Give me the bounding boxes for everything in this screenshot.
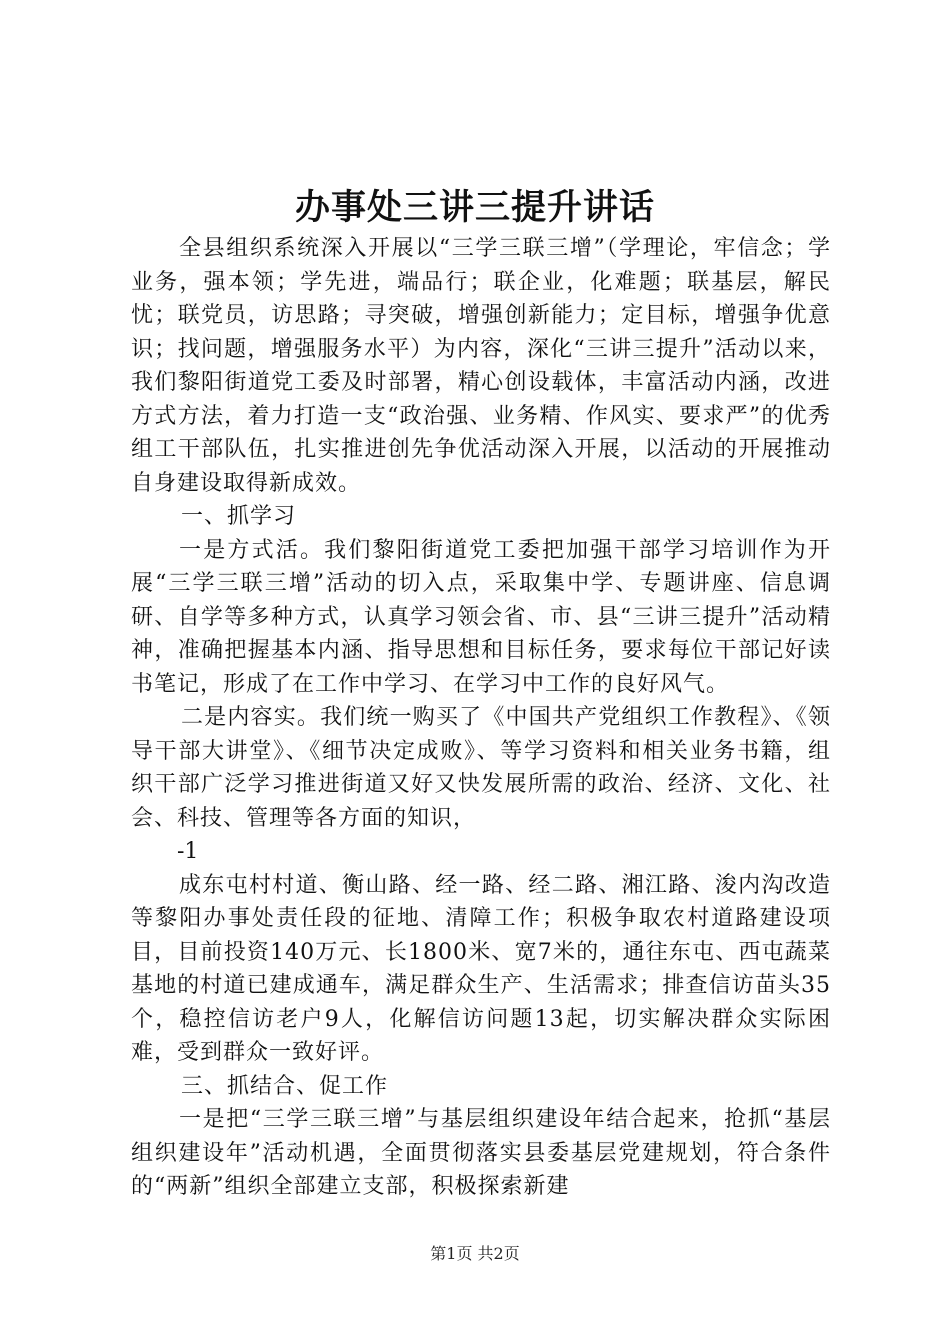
paragraph-content: 二是内容实。我们统一购买了《中国共产党组织工作教程》、《领导干部大讲堂》、《细节决定成败》、等学习资料和相关业务书籍，组织干部广泛学习推进街道又好又快发展所需的政治、经济、文化、社会、科技、管理等各方面的知识， <box>131 705 831 831</box>
section-heading-study: 一、抓学习 <box>181 504 297 529</box>
document-body <box>131 232 831 1204</box>
paragraph-combine-first: 一是把“三学三联三增”与基层组织建设年结合起来，抢抓“基层组织建设年”活动机遇，全面贯彻落实县委基层党建规划，符合条件的“两新”组织全部建立支部，积极探索新建 <box>131 1107 831 1199</box>
page-footer: 第1页 共2页 <box>430 1244 520 1263</box>
document-title: 办事处三讲三提升讲话 <box>294 187 655 228</box>
paragraph-method: 一是方式活。我们黎阳街道党工委把加强干部学习培训作为开展“三学三联三增”活动的切入点，采取集中学、专题讲座、信息调研、自学等多种方式，认真学习领会省、市、县“三讲三提升”活动精神，准确把握基本内涵、指导思想和目标任务，要求每位干部记好读书笔记，形成了在工作中学习、在学习中工作的良好风气。 <box>131 537 831 697</box>
paragraph-work-results: 成东屯村村道、衡山路、经一路、经二路、湘江路、浚内沟改造等黎阳办事处责任段的征地、清障工作；积极争取农村道路建设项目，目前投资140万元、长1800米、宽7米的，通往东屯、西屯蔬菜基地的村道已建成通车，满足群众生产、生活需求；排查信访苗头35个，稳控信访老户9人，化解信访问题13起，切实解决群众实际困难，受到群众一致好评。 <box>131 872 831 1065</box>
paragraph-intro: 全县组织系统深入开展以“三学三联三增”（学理论，牢信念；学业务，强本领；学先进，端品行；联企业，化难题；联基层，解民忧；联党员，访思路；寻突破，增强创新能力；定目标，增强争优意识；找问题，增强服务水平）为内容，深化“三讲三提升”活动以来，我们黎阳街道党工委及时部署，精心创设载体，丰富活动内涵，改进方式方法，着力打造一支“政治强、业务精、作风实、要求严”的优秀组工干部队伍，扎实推进创先争优活动深入开展，以活动的开展推动自身建设取得新成效。 <box>131 236 831 496</box>
section-heading-combine: 三、抓结合、促工作 <box>181 1073 389 1099</box>
inline-page-marker: -1 <box>177 839 199 864</box>
